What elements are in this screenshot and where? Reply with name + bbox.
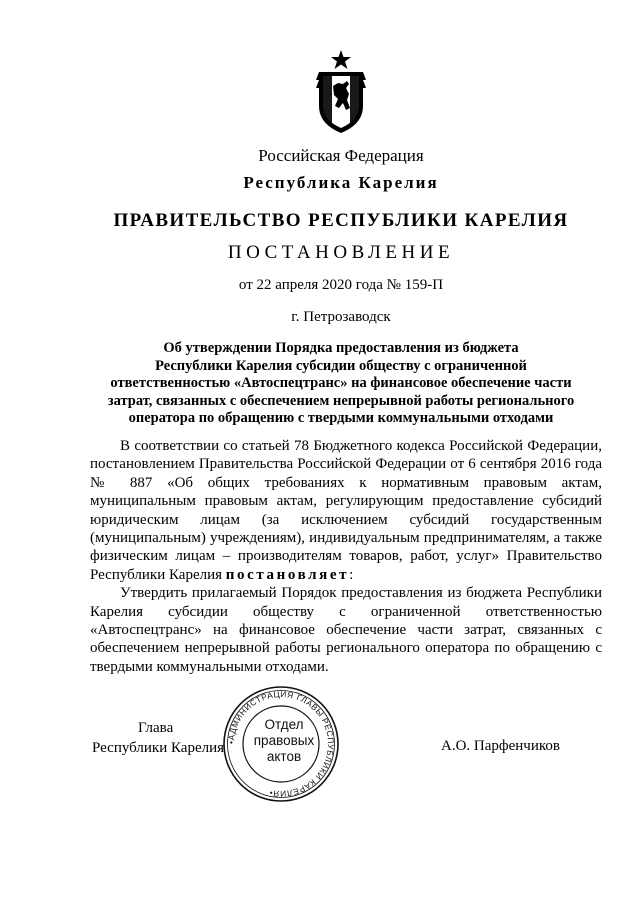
document-date-number: от 22 апреля 2020 года № 159-П bbox=[238, 277, 444, 293]
stamp-center-text bbox=[249, 717, 319, 765]
decree-keyword: постановляет bbox=[225, 566, 350, 583]
title-line: затрат, связанных с обеспечением непрерывной работы регионального bbox=[107, 392, 575, 409]
country-heading: Российская Федерация bbox=[258, 146, 424, 165]
coat-of-arms-emblem bbox=[316, 50, 366, 134]
title-line: Об утверждении Порядка предоставления из бюджета bbox=[163, 340, 519, 356]
body-paragraph-2: Утвердить прилагаемый Порядок предоставления из бюджета Республики Карелия субсидии обществу с ограниченной ответственностью «Автоспецтранс» на финансовое обеспечение части затрат, связанных с обеспечением непрерывной работы регионального оператора по обращению с твердыми коммунальными отходами. bbox=[90, 585, 602, 675]
stamp-line-3: актов bbox=[266, 749, 302, 764]
stamp-line-1: Отдел bbox=[264, 717, 304, 732]
signatory-position bbox=[92, 718, 224, 758]
signatory-name: А.О. Парфенчиков bbox=[441, 738, 560, 754]
signatory-position-line-2: Республики Карелия bbox=[92, 740, 225, 756]
body-paragraph-1-tail: : bbox=[349, 566, 354, 583]
document-title bbox=[98, 340, 584, 428]
government-heading: ПРАВИТЕЛЬСТВО РЕСПУБЛИКИ КАРЕЛИЯ bbox=[113, 210, 569, 231]
signatory-position-line-1: Глава bbox=[138, 720, 174, 736]
title-line: оператора по обращению с твердыми коммунальными отходами bbox=[128, 410, 554, 427]
stamp-ring-text: •АДМИНИСТРАЦИЯ ГЛАВЫ РЕСПУБЛИКИ КАРЕЛИЯ• bbox=[226, 689, 336, 799]
title-line: Республики Карелия субсидии обществу с ограниченной bbox=[155, 357, 527, 374]
body-paragraph-1 bbox=[90, 437, 602, 584]
document-body bbox=[90, 437, 602, 676]
stamp-line-2: правовых bbox=[253, 733, 315, 748]
document-type-heading: ПОСТАНОВЛЕНИЕ bbox=[227, 242, 455, 263]
body-paragraph-1-text: В соответствии со статьей 78 Бюджетного кодекса Российской Федерации, постановлением Правительства Российской Федерации от 6 сентября 2016 года № 887 «Об общих требованиях к нормативным правовым актам, муниципальным правовым актам, регулирующим предоставление субсидий юридическим лицам (за исключением субсидий государственным (муниципальным) учреждениям), индивидуальным предпринимателям, а также физическим лицам – производителям товаров, работ, услуг» Правительство Республики Карелия bbox=[90, 438, 602, 583]
republic-heading: Республика Карелия bbox=[243, 173, 439, 192]
title-line: ответственностью «Автоспецтранс» на финансовое обеспечение части bbox=[110, 375, 572, 392]
document-city: г. Петрозаводск bbox=[291, 309, 391, 325]
